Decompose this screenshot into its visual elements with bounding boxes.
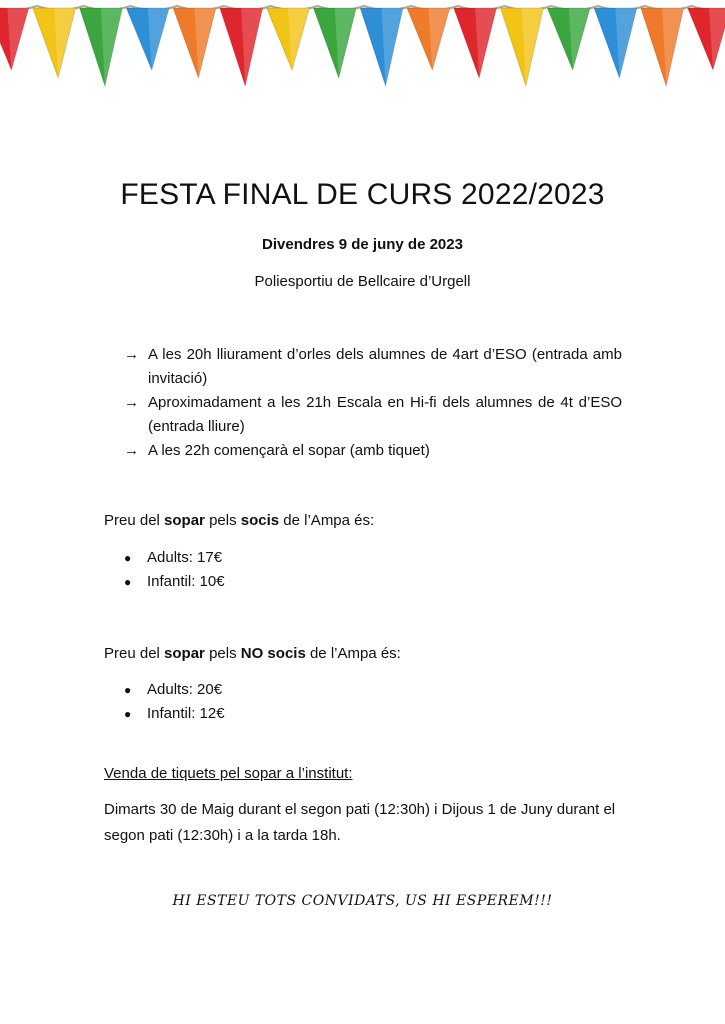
schedule-item-text: Aproximadament a les 21h Escala en Hi-fi dels alumnes de 4t d’ESO (entrada lliure) (148, 394, 622, 435)
schedule-item (124, 391, 622, 439)
schedule-item-text: A les 20h lliurament d’orles dels alumnes de 4art d’ESO (entrada amb invitació) (148, 346, 622, 387)
text-span: Preu del (104, 645, 165, 662)
bullet-icon: ● (124, 707, 132, 721)
page-title: FESTA FINAL DE CURS 2022/2023 (120, 178, 605, 211)
arrow-icon: → (124, 394, 139, 411)
price-text: Infantil: 10€ (147, 573, 225, 590)
bullet-icon: ● (124, 551, 132, 565)
list-item (124, 546, 225, 570)
ticket-sales-heading: Venda de tiquets pel sopar a l’institut: (104, 765, 353, 782)
closing-invitation: HI ESTEU TOTS CONVIDATS, US HI ESPEREM!!! (172, 893, 553, 909)
bold-no-socis: NO socis (240, 645, 306, 662)
text-span: de l’Ampa és: (279, 512, 375, 529)
ticket-sales-text: Dimarts 30 de Maig durant el segon pati (12:30h) i Dijous 1 de Juny durant el segon pati (12:30h) i a la tarda 18h. (104, 801, 616, 844)
price-text: Infantil: 12€ (147, 705, 225, 722)
schedule-item-text: A les 22h començarà el sopar (amb tiquet) (148, 442, 430, 459)
price-text: Adults: 20€ (147, 681, 223, 698)
bullet-icon: ● (124, 683, 132, 697)
bold-sopar: sopar (164, 645, 205, 662)
bunting-decoration (0, 0, 725, 100)
list-item (124, 702, 225, 726)
text-span: de l’Ampa és: (305, 645, 401, 662)
members-price-intro (104, 512, 374, 529)
arrow-icon: → (124, 442, 139, 459)
list-item (124, 678, 225, 702)
arrow-icon: → (124, 346, 139, 363)
bullet-icon: ● (124, 575, 132, 589)
event-location: Poliesportiu de Bellcaire d’Urgell (254, 273, 471, 290)
bold-socis: socis (240, 512, 280, 529)
schedule-item (124, 439, 622, 463)
event-date: Divendres 9 de juny de 2023 (262, 236, 463, 253)
list-item (124, 570, 225, 594)
non-members-price-intro (104, 645, 401, 662)
text-span: Preu del (104, 512, 165, 529)
bold-sopar: sopar (164, 512, 205, 529)
schedule-item (124, 343, 622, 391)
members-price-list (124, 546, 225, 594)
schedule-list (124, 343, 622, 463)
text-span: pels (204, 645, 241, 662)
non-members-price-list (124, 678, 225, 726)
price-text: Adults: 17€ (147, 549, 223, 566)
text-span: pels (204, 512, 241, 529)
